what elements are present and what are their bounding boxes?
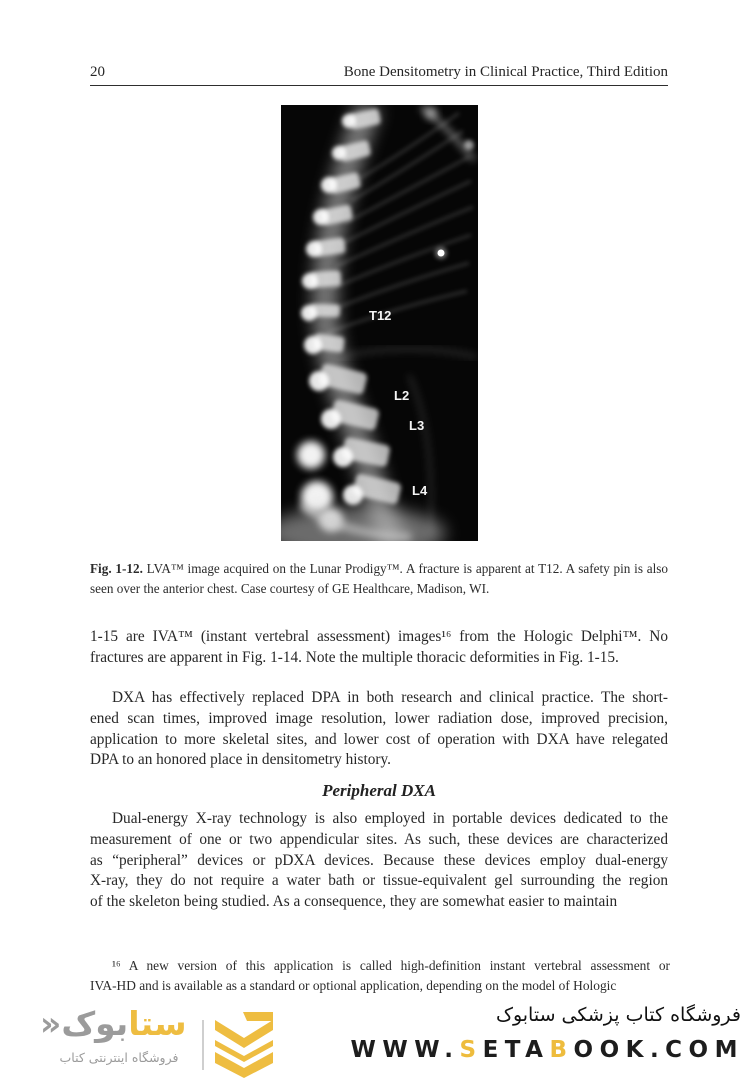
logo-wordmark-yellow: ستا bbox=[128, 1004, 187, 1043]
logo-divider bbox=[202, 1020, 204, 1070]
figure-caption-label: Fig. 1-12. bbox=[90, 561, 143, 576]
running-title: Bone Densitometry in Clinical Practice, Third Edition bbox=[343, 64, 668, 80]
xray-spine-image bbox=[281, 105, 478, 541]
paragraph-peripheral-dxa: Dual-energy X-ray technology is also employed in portable devices dedicated to the measurement of one or two appendicular sites. As such, these devices are characterized as “peripheral” devices or pDXA devices. Because these devices employ dual-energy X-ray, they do not require a water bath or tissue-equivalent gel surrounding the region of the skeleton being studied. As a consequence, they are somewhat easier to maintain bbox=[90, 810, 668, 911]
setabook-url: WWW.SETABOOK.COM bbox=[350, 1037, 744, 1063]
logo-wordmark bbox=[40, 1004, 198, 1044]
chevron-s-logo-icon bbox=[211, 1012, 277, 1083]
store-name-farsi: فروشگاه کتاب پزشکی ستابوک bbox=[495, 1004, 741, 1026]
label-l3: L3 bbox=[409, 418, 425, 433]
label-l4: L4 bbox=[412, 483, 428, 498]
footnote-16: ¹⁶ A new version of this application is called high-definition instant vertebral assessment or IVA-HD and is available as a standard or optional application, depending on the model of Hologic bbox=[90, 958, 670, 993]
paragraph-dxa-replaced-dpa: DXA has effectively replaced DPA in both research and clinical practice. The short- ened scan times, improved image resolution, lower radiation dose, improved precision, application to more skeletal sites, and lower cost of operation with DXA have relegated DPA to an honored place in densitometry history. bbox=[90, 689, 668, 769]
setabook-logo bbox=[0, 1000, 300, 1080]
logo-wordmark-gray: بوک« bbox=[40, 1004, 129, 1043]
logo-tagline: فروشگاه اینترنتی کتاب bbox=[59, 1050, 179, 1065]
setabook-footer bbox=[0, 1000, 756, 1080]
section-heading-peripheral-dxa: Peripheral DXA bbox=[322, 781, 436, 800]
page-number: 20 bbox=[90, 64, 105, 80]
safety-pin-artifact bbox=[435, 247, 447, 259]
xray-figure bbox=[281, 105, 478, 541]
paragraph-iva-images: 1-15 are IVA™ (instant vertebral assessment) images¹⁶ from the Hologic Delphi™. No fractures are apparent in Fig. 1-14. Note the multiple thoracic deformities in Fig. 1-15. bbox=[90, 628, 668, 666]
figure-caption-text: LVA™ image acquired on the Lunar Prodigy™. A fracture is apparent at T12. A safety pin is also seen over the anterior chest. Case courtesy of GE Healthcare, Madison, WI. bbox=[90, 561, 668, 596]
figure-caption bbox=[90, 559, 668, 598]
label-t12: T12 bbox=[369, 308, 392, 323]
label-l2: L2 bbox=[394, 388, 410, 403]
running-header bbox=[90, 64, 668, 86]
